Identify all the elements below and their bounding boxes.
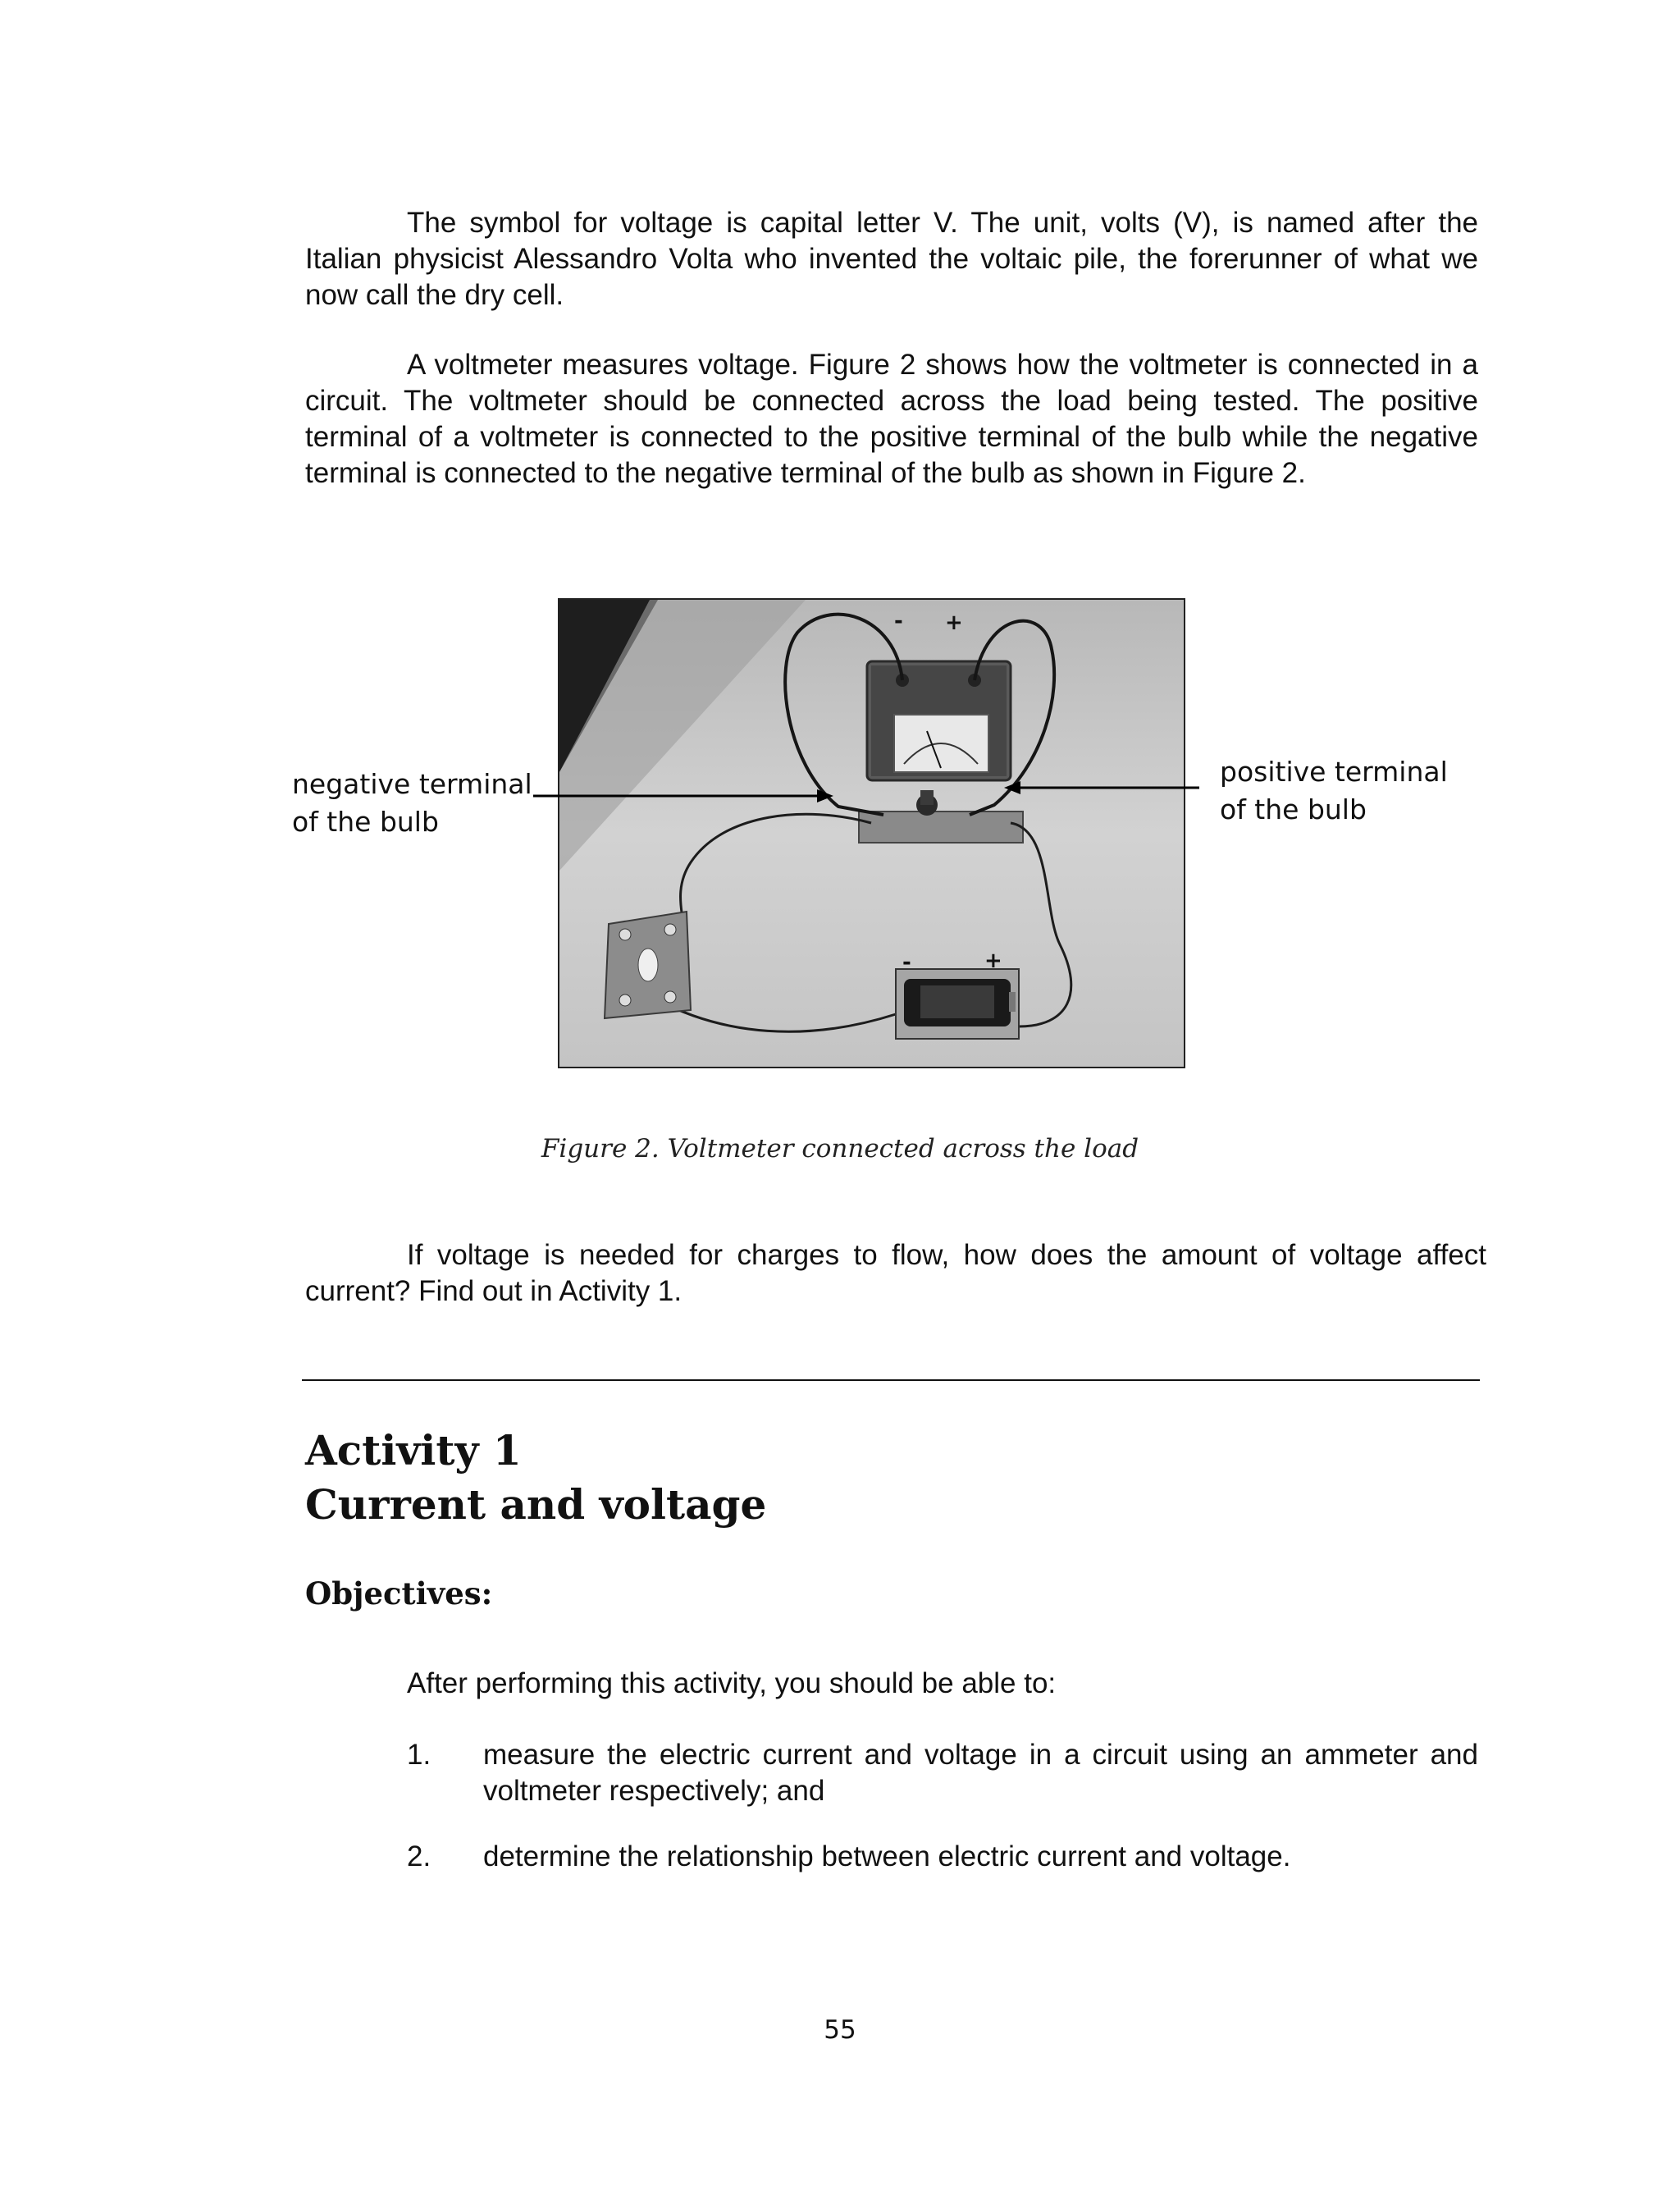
switch-board — [605, 912, 691, 1018]
battery-holder — [896, 969, 1019, 1039]
label-positive-line2: of the bulb — [1220, 793, 1367, 825]
cell-minus-sign: - — [902, 950, 911, 975]
label-negative-terminal — [292, 766, 532, 841]
objective-number: 2. — [407, 1840, 431, 1872]
page-number: 55 — [824, 2015, 856, 2045]
activity-number-heading: Activity 1 — [305, 1426, 522, 1474]
voltmeter — [867, 661, 1011, 780]
meter-plus-sign: + — [945, 610, 963, 635]
section-divider — [302, 1379, 1480, 1381]
label-negative-line1: negative terminal — [292, 768, 532, 800]
meter-minus-sign: - — [894, 609, 903, 633]
objectives-heading: Objectives: — [305, 1575, 493, 1612]
cell-plus-sign: + — [984, 949, 1002, 973]
objective-text: determine the relationship between electric current and voltage. — [483, 1840, 1291, 1872]
label-positive-line1: positive terminal — [1220, 756, 1448, 788]
objective-item — [407, 1839, 1478, 1875]
paragraph-question: If voltage is needed for charges to flow, how does the amount of voltage affect current? Find out in Activity 1. — [305, 1239, 1486, 1307]
paragraph-voltage-symbol: The symbol for voltage is capital letter V. The unit, volts (V), is named after the Italian physicist Alessandro Volta who invented the voltaic pile, the forerunner of what we now call the dry cell. — [305, 207, 1478, 311]
paragraph-voltmeter: A voltmeter measures voltage. Figure 2 shows how the voltmeter is connected in a circuit. The voltmeter should be connected across the load being tested. The positive terminal of a voltmeter is connected to the positive terminal of the bulb while the negative terminal is connected to the negative terminal of the bulb as shown in Figure 2. — [305, 349, 1478, 489]
objectives-list — [407, 1737, 1478, 1904]
figure-caption: Figure 2. Voltmeter connected across the load — [541, 1134, 1139, 1164]
objective-item — [407, 1737, 1478, 1809]
activity-title-heading: Current and voltage — [305, 1480, 767, 1529]
figure-2-photo — [558, 598, 1185, 1068]
circuit-photo-illustration — [559, 600, 1184, 1067]
objectives-intro: After performing this activity, you should be able to: — [407, 1667, 1057, 1699]
objective-number: 1. — [407, 1739, 431, 1771]
label-negative-line2: of the bulb — [292, 806, 439, 838]
label-positive-terminal — [1220, 753, 1448, 829]
objective-text: measure the electric current and voltage in a circuit using an ammeter and voltmeter respectively; and — [483, 1739, 1478, 1807]
